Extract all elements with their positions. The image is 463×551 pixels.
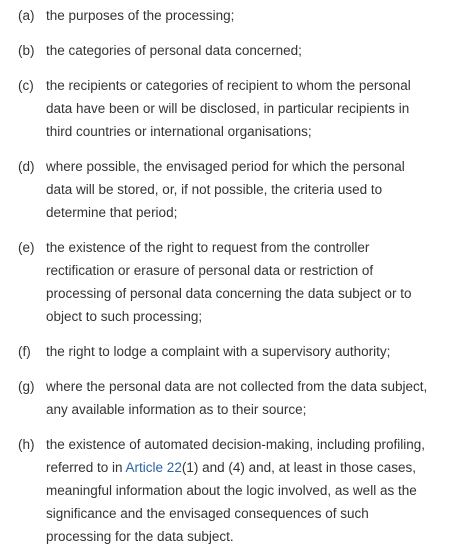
item-marker: (c) [18,78,34,93]
item-marker: (h) [18,437,35,452]
item-text: the categories of personal data concerned; [46,43,302,58]
item-marker: (e) [18,240,35,255]
item-marker: (f) [18,344,31,359]
item-text-after-link: (1) and (4) and, at least in those cases, meaningful information about the logic involved, as well as the significance and the envisaged consequences of such processing for the data subject. [46,460,417,544]
list-item-b [0,39,463,62]
item-marker: (a) [18,8,35,23]
list-item-e [0,236,463,328]
item-marker: (g) [18,379,35,394]
item-text [46,433,441,548]
list-item-c [0,74,463,143]
item-text: where the personal data are not collected from the data subject, any available information as to their source; [46,379,428,417]
item-text: where possible, the envisaged period for which the personal data will be stored, or, if not possible, the criteria used to determine that period; [46,159,405,220]
item-text: the recipients or categories of recipient to whom the personal data have been or will be disclosed, in particular recipients in third countries or international organisations; [46,78,411,139]
item-text: the right to lodge a complaint with a supervisory authority; [46,344,391,359]
list-item-g [0,375,463,421]
item-text-before-link: the existence of automated decision-making, including profiling, referred to in [46,437,425,475]
list-item-a [0,4,463,27]
item-text: the purposes of the processing; [46,8,235,23]
item-text: the existence of the right to request from the controller rectification or erasure of personal data or restriction of processing of personal data concerning the data subject or to object to such processing; [46,240,412,324]
article-22-link[interactable]: Article 22 [125,460,182,475]
list-item-d [0,155,463,224]
list-item-h [0,433,463,548]
list-item-f [0,340,463,363]
item-marker: (b) [18,43,35,58]
item-marker: (d) [18,159,35,174]
